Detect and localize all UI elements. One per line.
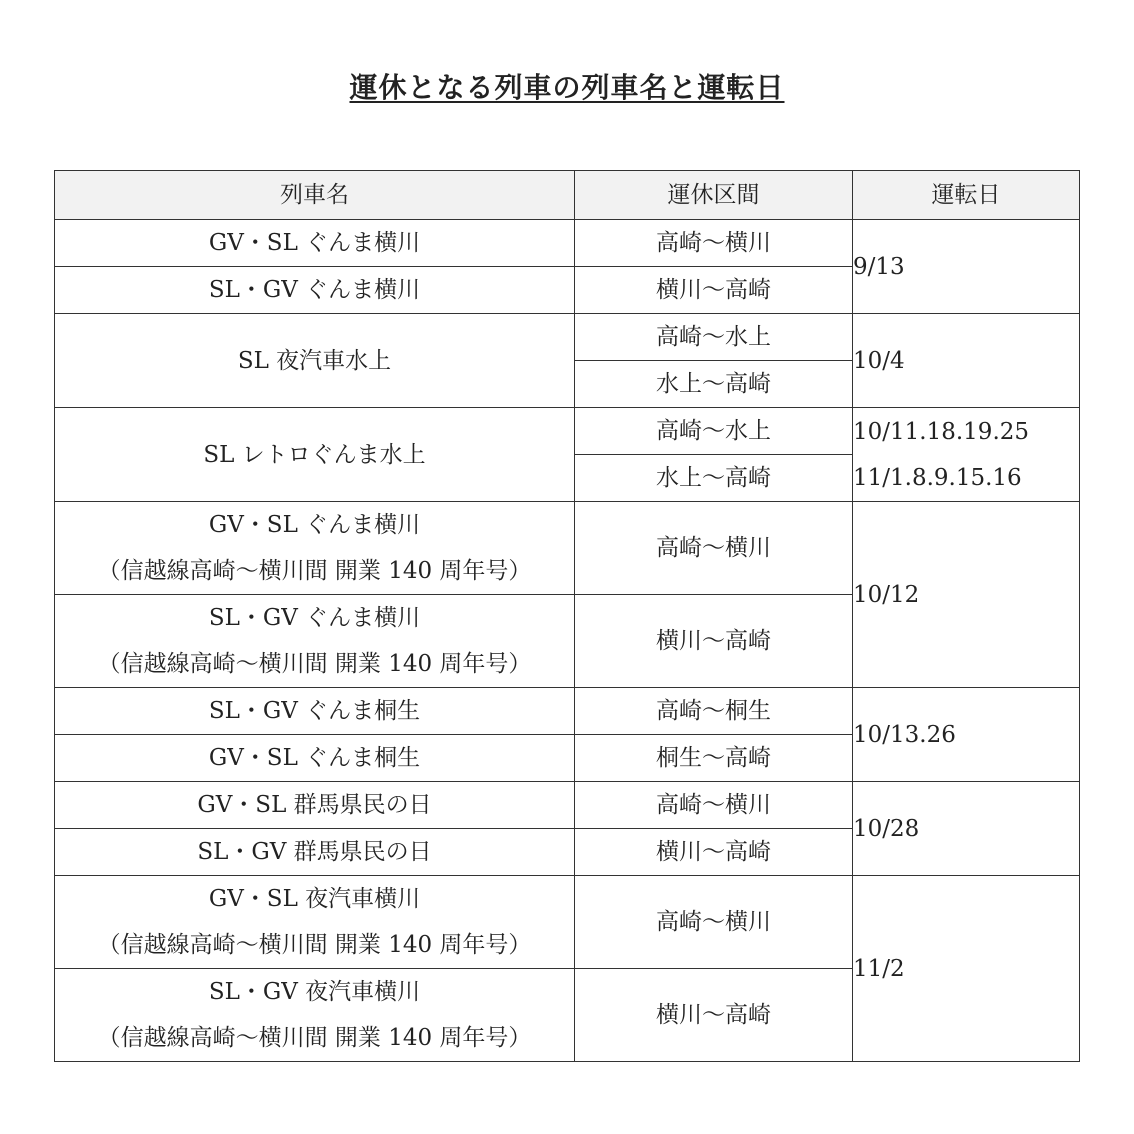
section-cell: 横川～高崎: [575, 267, 853, 314]
train-name-cell: [55, 688, 575, 735]
table-row: [55, 782, 1080, 829]
date-cell: [853, 876, 1080, 1062]
header-section: 運休区間: [575, 171, 853, 220]
section-cell: 横川～高崎: [575, 595, 853, 688]
train-name-line: SL・GV 夜汽車横川: [208, 979, 421, 1005]
train-name-cell: [55, 267, 575, 314]
header-row: [55, 171, 1080, 220]
date-line: 10/12: [853, 581, 920, 608]
train-name-line: GV・SL ぐんま横川: [208, 230, 421, 256]
train-name-line: SL・GV 群馬県民の日: [197, 839, 432, 865]
section-cell: 高崎～水上: [575, 408, 853, 455]
date-line: 10/11.18.19.25: [853, 418, 1030, 445]
train-name-line: SL・GV ぐんま横川: [208, 277, 421, 303]
date-cell: [853, 688, 1080, 782]
section-cell: 水上～高崎: [575, 361, 853, 408]
date-cell: [853, 314, 1080, 408]
table-row: [55, 688, 1080, 735]
train-name-line: SL 夜汽車水上: [237, 347, 392, 374]
train-name-cell: [55, 220, 575, 267]
date-cell: [853, 408, 1080, 502]
section-cell: 高崎～水上: [575, 314, 853, 361]
train-name-line: （信越線高崎～横川間 開業 140 周年号）: [97, 651, 532, 677]
train-name-line: SL・GV ぐんま横川: [208, 605, 421, 631]
date-line: 11/1.8.9.15.16: [853, 464, 1022, 491]
table-body: [55, 220, 1080, 1062]
date-line: 10/28: [853, 815, 920, 842]
train-name-cell: [55, 735, 575, 782]
train-name-line: GV・SL 夜汽車横川: [208, 886, 421, 912]
train-name-cell: [55, 502, 575, 595]
date-cell: [853, 502, 1080, 688]
train-name-line: GV・SL ぐんま横川: [208, 512, 421, 538]
train-name-cell: [55, 408, 575, 502]
section-cell: 水上～高崎: [575, 455, 853, 502]
date-line: 9/13: [853, 253, 905, 280]
date-line: 10/13.26: [853, 721, 956, 748]
train-name-cell: [55, 829, 575, 876]
table-row: [55, 408, 1080, 455]
section-cell: 横川～高崎: [575, 969, 853, 1062]
train-name-cell: [55, 782, 575, 829]
page-title-text: 運休となる列車の列車名と運転日: [349, 71, 785, 104]
train-name-line: SL レトロぐんま水上: [203, 441, 426, 468]
table-row: [55, 220, 1080, 267]
section-cell: 高崎～横川: [575, 220, 853, 267]
date-cell: [853, 220, 1080, 314]
train-name-line: （信越線高崎～横川間 開業 140 周年号）: [97, 932, 532, 958]
date-cell: [853, 782, 1080, 876]
train-name-line: （信越線高崎～横川間 開業 140 周年号）: [97, 558, 532, 584]
train-name-line: GV・SL 群馬県民の日: [197, 792, 432, 818]
train-name-cell: [55, 876, 575, 969]
page-title: [0, 66, 1134, 106]
date-line: 11/2: [853, 955, 905, 982]
train-name-cell: [55, 314, 575, 408]
table-row: [55, 314, 1080, 361]
section-cell: 高崎～横川: [575, 502, 853, 595]
suspended-trains-table: [54, 170, 1080, 1062]
train-name-line: （信越線高崎～横川間 開業 140 周年号）: [97, 1025, 532, 1051]
train-name-cell: [55, 595, 575, 688]
header-train-name: 列車名: [55, 171, 575, 220]
table-row: [55, 876, 1080, 969]
section-cell: 横川～高崎: [575, 829, 853, 876]
train-name-cell: [55, 969, 575, 1062]
section-cell: 高崎～桐生: [575, 688, 853, 735]
table-row: [55, 502, 1080, 595]
section-cell: 高崎～横川: [575, 782, 853, 829]
train-name-line: GV・SL ぐんま桐生: [208, 745, 421, 771]
train-name-line: SL・GV ぐんま桐生: [208, 698, 421, 724]
section-cell: 桐生～高崎: [575, 735, 853, 782]
header-date: 運転日: [853, 171, 1080, 220]
date-line: 10/4: [853, 347, 905, 374]
table-header: [55, 171, 1080, 220]
section-cell: 高崎～横川: [575, 876, 853, 969]
